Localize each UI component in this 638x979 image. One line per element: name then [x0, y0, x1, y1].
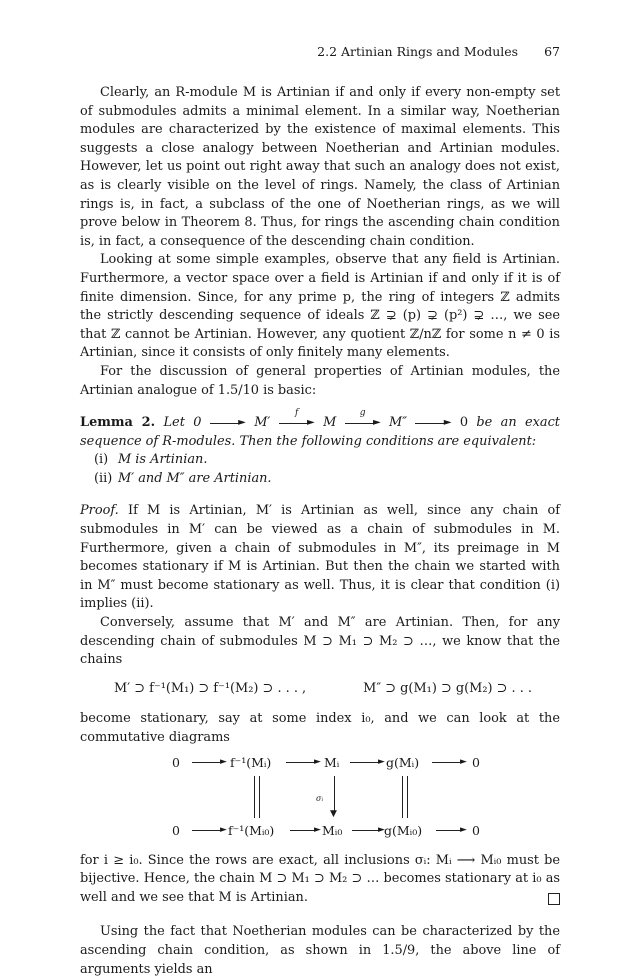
display-chain-right: M″ ⊃ g(M₁) ⊃ g(M₂) ⊃ . . .	[363, 680, 532, 696]
arrowhead-icon: ►	[314, 756, 321, 767]
cd-inclusion	[334, 776, 335, 814]
qed-square-icon	[548, 893, 560, 905]
proof-paragraph-3: become stationary, say at some index i₀, and we can look at the commutative diagrams	[80, 711, 560, 745]
cd-top-image: g(Mᵢ)	[386, 754, 420, 770]
body-text	[80, 84, 560, 979]
cd-sigma-label: σᵢ	[316, 793, 324, 803]
arrow-icon: ►	[415, 417, 451, 429]
display-chains	[80, 670, 560, 711]
cd-arrow	[432, 762, 462, 763]
arrowhead-icon: ►	[220, 824, 227, 835]
condition-text: M′ and M″ are Artinian.	[118, 470, 272, 486]
cd-equality-right	[402, 776, 408, 818]
cd-top-zero-right: 0	[472, 754, 480, 770]
map-f-label: f	[295, 407, 299, 418]
arrowhead-icon: ►	[378, 824, 385, 835]
map-g-label: g	[359, 407, 366, 418]
arrow-g-icon: g ►	[345, 417, 381, 429]
lemma-statement	[80, 407, 560, 451]
arrowhead-icon: ►	[460, 756, 467, 767]
commutative-diagram	[80, 752, 560, 846]
cd-bottom-preimage: f⁻¹(Mᵢ₀)	[228, 822, 275, 838]
cd-top-mi: Mᵢ	[324, 754, 340, 770]
proof-text-1: If M is Artinian, M′ is Artinian as well, since any chain of submodules in M′ can be viewed as a chain of submodules in M. Furthermore, given a chain of submodules in M″, its preimage in M becomes stationary if M is Artinian. But then the chain we started with in M″ must become stationary as well. Thus, it is clear that condition (i) implies (ii).	[80, 503, 560, 612]
lemma-let: Let 0	[163, 415, 202, 431]
cd-bottom-mi0: Mᵢ₀	[322, 822, 343, 838]
lemma-zero: 0	[459, 415, 469, 431]
cd-equality-left	[254, 776, 260, 818]
down-arrowhead-icon: ▼	[330, 808, 337, 819]
page-number: 67	[544, 44, 560, 59]
condition-number: (i)	[94, 452, 109, 468]
cd-arrow	[192, 762, 222, 763]
condition-i	[80, 451, 560, 470]
proof-text-4: for i ≥ i₀. Since the rows are exact, all inclusions σᵢ: Mᵢ ⟶ Mᵢ₀ must be bijective. Hence, the chain M ⊃ M₁ ⊃ M₂ ⊃ … becomes stationary at i₀ as well and we see that M is Artinian.	[80, 852, 560, 905]
spacer	[80, 907, 560, 923]
proof-paragraph-2: Conversely, assume that M′ and M″ are Artinian. Then, for any descending chain of submodules M ⊃ M₁ ⊃ M₂ ⊃ …, we know that the chains	[80, 615, 560, 668]
proof-paragraph-1	[80, 502, 560, 614]
paragraph-artinian-intro: Clearly, an R-module M is Artinian if and only if every non-empty set of submodules admits a minimal element. In a similar way, Noetherian modules are characterized by the existence of maximal elements. This suggests a close analogy between Noetherian and Artinian modules. However, let us point out right away that such an analogy does not exist, as is clearly visible on the level of rings. Namely, the class of Artinian rings is, in fact, a subclass of the one of Noetherian rings, as we will prove below in Theorem 8. Thus, for rings the ascending chain condition is, in fact, a consequence of the descending chain condition.	[80, 85, 560, 249]
lemma-conditions	[80, 451, 560, 488]
cd-arrow	[436, 830, 462, 831]
paragraph-examples: Looking at some simple examples, observe that any field is Artinian. Furthermore, a vector space over a field is Artinian if and only if it is of finite dimension. Since, for any prime p, the ring of integers ℤ admits the strictly descending sequence of ideals ℤ ⊋ (p) ⊋ (p²) ⊋ …, we see that ℤ cannot be Artinian. However, any quotient ℤ/nℤ for some n ≠ 0 is Artinian, since it consists of only finitely many elements.	[80, 252, 560, 361]
proof-paragraph-4	[80, 852, 560, 908]
running-title: 2.2 Artinian Rings and Modules	[317, 44, 519, 59]
lemma-label: Lemma 2.	[80, 415, 156, 431]
running-header	[80, 44, 560, 59]
spacer	[80, 400, 560, 414]
cd-bottom-image: g(Mᵢ₀)	[384, 822, 423, 838]
cd-arrow	[286, 762, 316, 763]
lemma-m-prime: M′	[254, 415, 271, 431]
arrowhead-icon: ►	[220, 756, 227, 767]
condition-number: (ii)	[94, 470, 113, 486]
condition-text: M is Artinian.	[118, 452, 208, 468]
paragraph-analogue: For the discussion of general properties of Artinian modules, the Artinian analogue of 1.5/10 is basic:	[80, 363, 560, 398]
paragraph-noetherian-ascending: Using the fact that Noetherian modules can be characterized by the ascending chain condition, as shown in 1.5/9, the above line of arguments yields an	[80, 924, 560, 977]
condition-ii	[80, 470, 560, 489]
proof-label: Proof.	[80, 503, 119, 519]
cd-arrow	[290, 830, 316, 831]
arrowhead-icon: ►	[314, 824, 321, 835]
cd-arrow	[192, 830, 222, 831]
cd-top-preimage: f⁻¹(Mᵢ)	[230, 754, 272, 770]
lemma-m: M	[323, 415, 337, 431]
arrow-icon: ►	[210, 417, 246, 429]
cd-bottom-zero-right: 0	[472, 822, 480, 838]
cd-arrow	[352, 830, 380, 831]
cd-bottom-zero-left: 0	[172, 822, 180, 838]
display-chain-left: M′ ⊃ f⁻¹(M₁) ⊃ f⁻¹(M₂) ⊃ . . . ,	[114, 680, 307, 696]
arrowhead-icon: ►	[460, 824, 467, 835]
arrow-f-icon: f ►	[279, 417, 315, 429]
lemma-2	[80, 407, 560, 488]
arrowhead-icon: ►	[378, 756, 385, 767]
lemma-m-double-prime: M″	[389, 415, 408, 431]
lemma-rest: be an exact sequence of R-modules. Then the following conditions are equivalent:	[80, 415, 560, 449]
cd-arrow	[350, 762, 380, 763]
cd-top-zero-left: 0	[172, 754, 180, 770]
spacer	[80, 488, 560, 502]
